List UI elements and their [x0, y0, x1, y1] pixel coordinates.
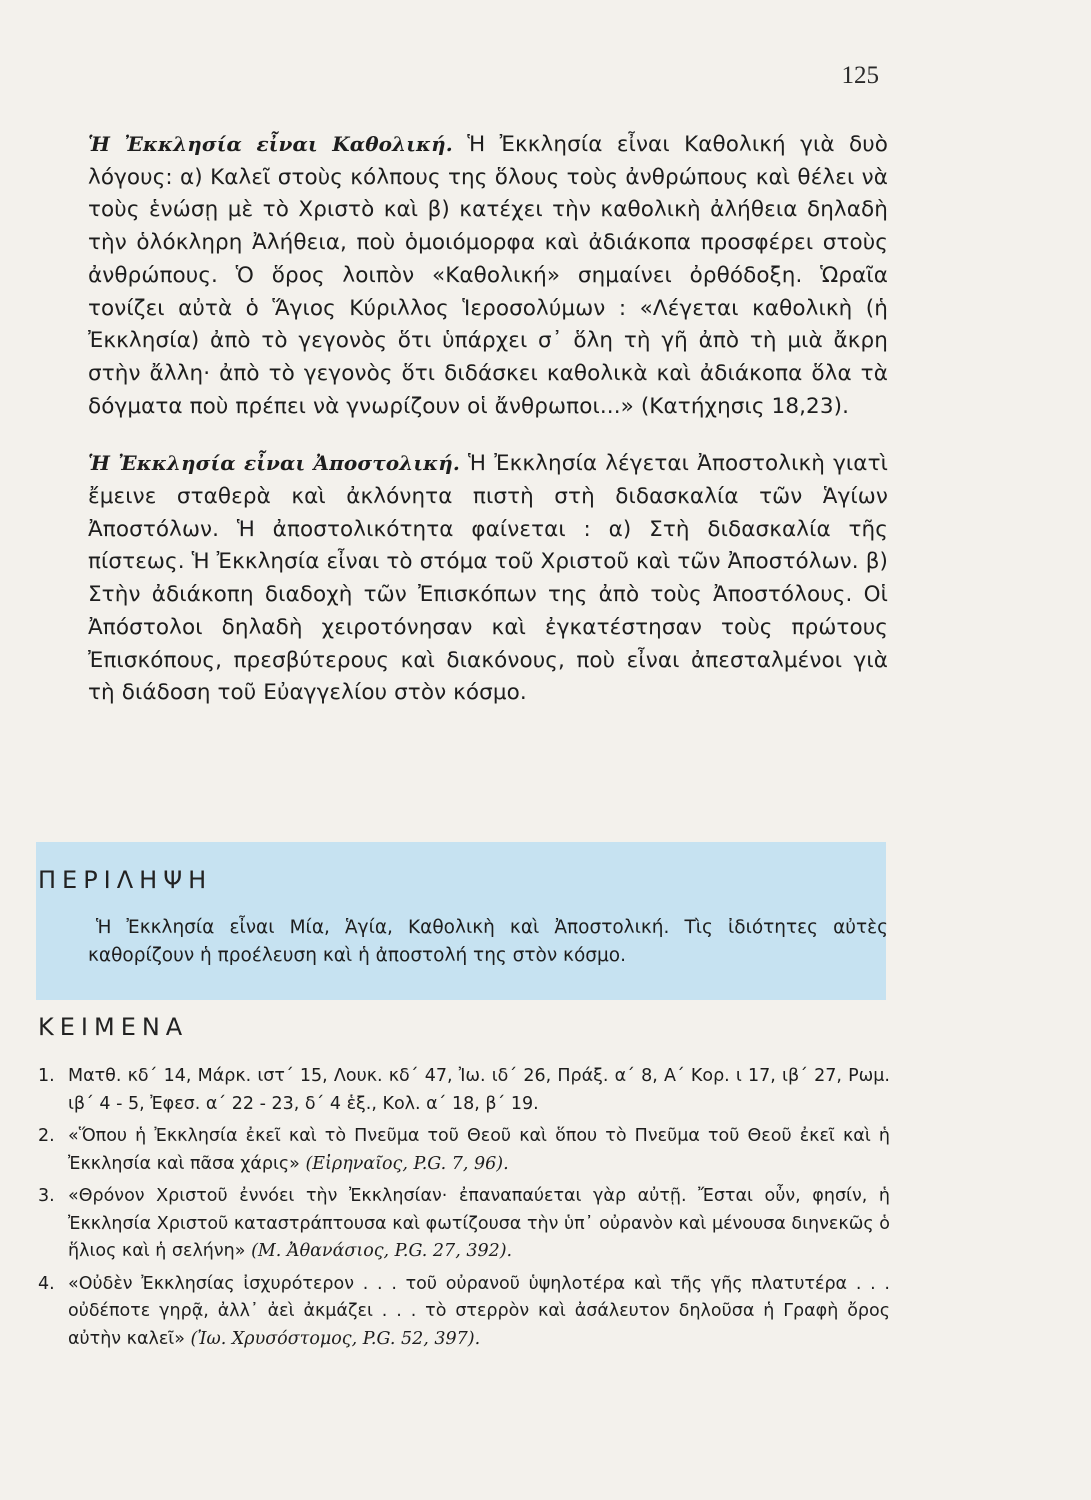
paragraph-body: Ἡ Ἐκκλησία εἶναι Καθολική γιὰ δυὸ λόγους: α) Καλεῖ στοὺς κόλπους της ὅλους τοὺς ἀνθρώπους καὶ θέλει νὰ τοὺς ἑνώσῃ μὲ τὸ Χριστὸ καὶ β) κατέχει τὴν καθολικὴ ἀλήθεια δηλαδὴ τὴν ὁλόκληρη Ἀλήθεια, ποὺ ὁμοιόμορφα καὶ ἀδιάκοπα προσφέρει στοὺς ἀνθρώπους. Ὁ ὅρος λοιπὸν «Καθολική» σημαίνει ὀρθόδοξη. Ὡραῖα τονίζει αὐτὰ ὁ Ἅγιος Κύριλλος Ἱεροσολύμων : «Λέγεται καθολικὴ (ἡ Ἐκκλησία) ἀπὸ τὸ γεγονὸς ὅτι ὑπάρχει σ᾽ ὅλη τὴ γῆ ἀπὸ τὴ μιὰ ἄκρη στὴν ἄλλη· ἀπὸ τὸ γεγονὸς ὅτι διδάσκει καθολικὰ καὶ ἀδιάκοπα ὅλα τὰ δόγματα ποὺ πρέπει νὰ γνωρίζουν οἱ ἄνθρωποι...» (Κατήχησις 18,23). — [88, 132, 889, 419]
summary-text: Ἡ Ἐκκλησία εἶναι Μία, Ἁγία, Καθολικὴ καὶ Ἀποστολική. Τὶς ἰδιότητες αὐτὲς καθορίζουν ἡ προέλευση καὶ ἡ ἀποστολή της στὸν κόσμο. — [88, 917, 888, 966]
paragraph-heading: Ἡ Ἐκκλησία εἶναι Ἀποστολική. — [88, 451, 460, 476]
item-citation: (Εἰρηναῖος, P.G. 7, 96). — [305, 1153, 509, 1174]
main-text — [88, 128, 888, 710]
page-number: 125 — [841, 62, 879, 89]
list-item — [38, 1271, 890, 1354]
item-number: 4. — [38, 1273, 55, 1294]
item-citation: (Ἰω. Χρυσόστομος, P.G. 52, 397). — [190, 1328, 481, 1349]
list-item — [38, 1123, 890, 1178]
item-text: «Οὐδὲν Ἐκκλησίας ἰσχυρότερον . . . τοῦ οὐρανοῦ ὑψηλοτέρα καὶ τῆς γῆς πλατυτέρα . . . οὐδέποτε γηρᾷ, ἀλλ᾽ ἀεὶ ἀκμάζει . . . τὸ στερρὸν καὶ ἀσάλευτον δηλοῦσα ἡ Γραφὴ ὄρος αὐτὴν καλεῖ» — [68, 1273, 890, 1349]
paragraph-body: Ἡ Ἐκκλησία λέγεται Ἀποστολικὴ γιατὶ ἔμεινε σταθερὰ καὶ ἀκλόνητα πιστὴ στὴ διδασκαλία τῶν Ἁγίων Ἀποστόλων. Ἡ ἀποστολικότητα φαίνεται : α) Στὴ διδασκαλία τῆς πίστεως. Ἡ Ἐκκλησία εἶναι τὸ στόμα τοῦ Χριστοῦ καὶ τῶν Ἀποστόλων. β) Στὴν ἀδιάκοπη διαδοχὴ τῶν Ἐπισκόπων της ἀπὸ τοὺς Ἀποστόλους. Οἱ Ἀπόστολοι δηλαδὴ χειροτόνησαν καὶ ἐγκατέστησαν τοὺς πρώτους Ἐπισκόπους, πρεσβύτερους καὶ διακόνους, ποὺ εἶναι ἀπεσταλμένοι γιὰ τὴ διάδοση τοῦ Εὐαγγελίου στὸν κόσμο. — [88, 451, 888, 706]
summary-title: ΠΕΡΙΛΗΨΗ — [38, 866, 213, 894]
paragraph-heading: Ἡ Ἐκκλησία εἶναι Καθολική. — [88, 132, 453, 156]
texts-list — [38, 1063, 890, 1358]
list-item — [38, 1063, 890, 1118]
paragraph-catholic — [88, 128, 888, 423]
item-number: 1. — [38, 1066, 55, 1086]
item-number: 2. — [38, 1126, 55, 1146]
item-text: Ματθ. κδ΄ 14, Μάρκ. ιστ΄ 15, Λουκ. κδ΄ 47, Ἰω. ιδ΄ 26, Πράξ. α΄ 8, Α΄ Κορ. ι 17, ιβ΄ 27, Ρωμ. ιβ΄ 4 - 5, Ἐφεσ. α΄ 22 - 23, δ΄ 4 ἑξ., Κολ. α΄ 18, β΄ 19. — [68, 1066, 890, 1114]
item-text: «Θρόνον Χριστοῦ ἐννόει τὴν Ἐκκλησίαν· ἐπαναπαύεται γὰρ αὐτῇ. Ἔσται οὖν, φησίν, ἡ Ἐκκλησία Χριστοῦ καταστράπτουσα καὶ φωτίζουσα τὴν ὑπ᾽ οὐρανὸν καὶ μένουσα διηνεκῶς ὁ ἥλιος καὶ ἡ σελήνη» — [68, 1186, 890, 1261]
item-text: «Ὅπου ἡ Ἐκκλησία ἐκεῖ καὶ τὸ Πνεῦμα τοῦ Θεοῦ καὶ ὅπου τὸ Πνεῦμα τοῦ Θεοῦ ἐκεῖ καὶ ἡ Ἐκκλησία καὶ πᾶσα χάρις» — [68, 1126, 890, 1174]
list-item — [38, 1183, 890, 1266]
paragraph-apostolic — [88, 447, 888, 710]
item-citation: (Μ. Ἀθανάσιος, P.G. 27, 392). — [251, 1241, 513, 1261]
item-number: 3. — [38, 1186, 55, 1206]
texts-title: ΚΕΙΜΕΝΑ — [38, 1013, 189, 1041]
